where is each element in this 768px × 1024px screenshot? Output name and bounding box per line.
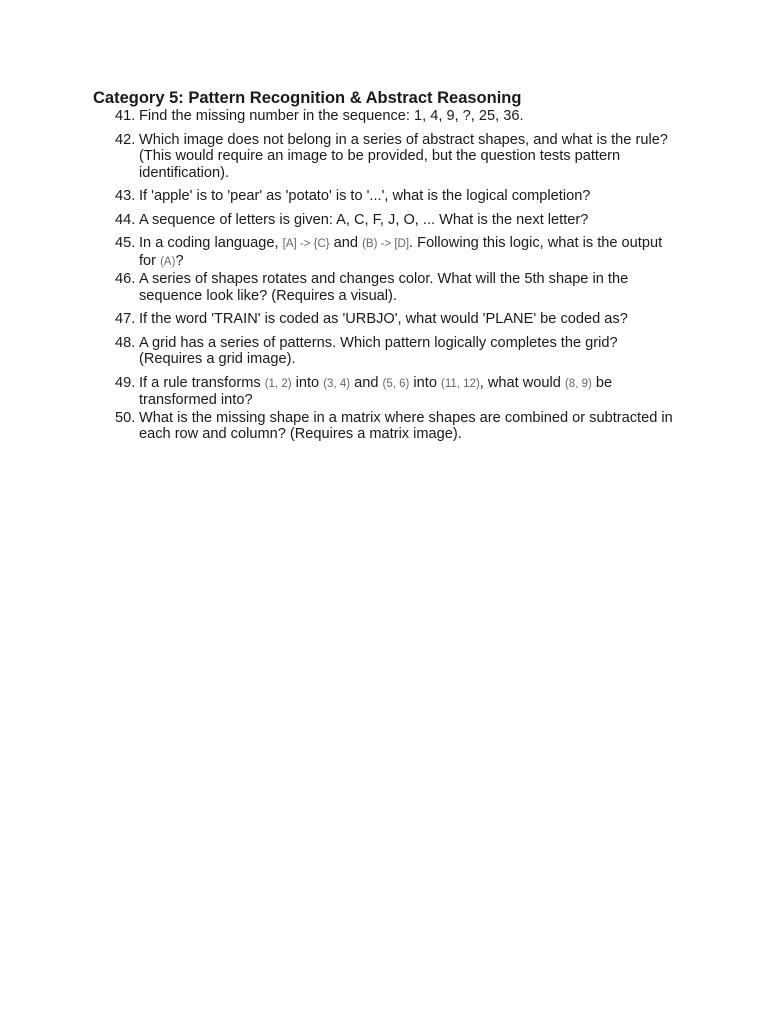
question-list (93, 108, 673, 443)
question-45 (93, 235, 673, 270)
question-text: If 'apple' is to 'pear' as 'potato' is to '...', what is the logical completion? (139, 188, 591, 204)
text-segment: . Following this logic, what is the output for (139, 235, 663, 269)
question-text: A grid has a series of patterns. Which pattern logically completes the grid? (Requires a grid image). (139, 334, 618, 367)
question-48 (93, 335, 673, 368)
question-44 (93, 212, 673, 229)
question-number: 41. (115, 108, 136, 124)
question-text (139, 235, 662, 269)
question-number: 48. (115, 334, 136, 351)
text-segment: ? (175, 252, 184, 269)
code-snippet: [A] -> {C} (282, 238, 330, 250)
category-heading: Category 5: Pattern Recognition & Abstract Reasoning (93, 89, 522, 107)
question-text: What is the missing shape in a matrix where shapes are combined or subtracted in each row and column? (Requires a matrix image). (139, 409, 673, 442)
code-snippet: (5, 6) (382, 377, 410, 390)
code-snippet: (8, 9) (564, 377, 592, 390)
question-number: 47. (115, 311, 136, 327)
question-49 (93, 375, 673, 409)
question-number: 50. (115, 409, 136, 426)
code-snippet: (1, 2) (264, 377, 292, 390)
question-46 (93, 271, 673, 304)
text-segment: , what would (479, 374, 565, 391)
code-snippet: (11, 12) (441, 377, 480, 390)
question-number: 46. (115, 271, 136, 287)
code-snippet: (B) -> [D] (362, 238, 410, 250)
text-segment: and (329, 235, 363, 251)
text-segment: into (409, 374, 441, 391)
question-41 (93, 108, 673, 125)
code-snippet: (A) (160, 255, 176, 268)
question-text: Which image does not belong in a series of abstract shapes, and what is the rule? (This would require an image to be provided, but the question tests pattern identification). (139, 131, 668, 181)
question-text: Find the missing number in the sequence: 1, 4, 9, ?, 25, 36. (139, 108, 524, 124)
question-43 (93, 188, 673, 205)
text-segment: and (350, 374, 383, 391)
document-page (93, 88, 673, 450)
question-text (139, 375, 612, 409)
question-number: 44. (115, 211, 136, 228)
question-47 (93, 311, 673, 328)
code-snippet: (3, 4) (323, 377, 351, 390)
question-number: 43. (115, 188, 136, 204)
text-segment: be transformed into? (139, 374, 613, 408)
text-segment: In a coding language, (139, 235, 283, 251)
question-42 (93, 132, 673, 182)
question-text: If the word 'TRAIN' is coded as 'URBJO', what would 'PLANE' be coded as? (139, 311, 628, 327)
question-50 (93, 410, 673, 443)
question-number: 45. (115, 235, 136, 251)
text-segment: If a rule transforms (139, 374, 265, 391)
question-number: 49. (115, 374, 136, 391)
question-text: A series of shapes rotates and changes color. What will the 5th shape in the sequence look like? (Requires a visual). (139, 271, 629, 304)
question-text: A sequence of letters is given: A, C, F, J, O, ... What is the next letter? (139, 211, 589, 228)
question-number: 42. (115, 131, 136, 148)
text-segment: into (291, 374, 324, 391)
